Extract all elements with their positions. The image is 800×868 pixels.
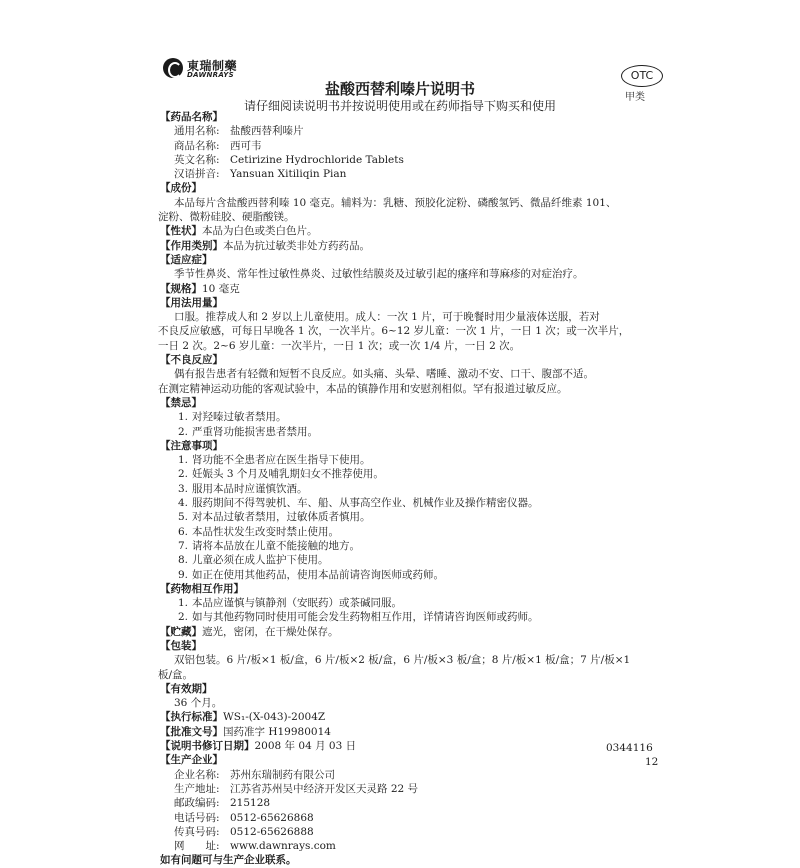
list-item: 7. 请将本品放在儿童不能接触的地方。 (177, 539, 360, 552)
otc-class-label: 甲类 (625, 92, 645, 103)
section-heading-usage: 【用法用量】 (160, 296, 223, 309)
section-heading-precautions: 【注意事项】 (160, 439, 223, 452)
section-heading-character: 【性状】 (160, 225, 202, 238)
section-heading-indications: 【适应症】 (160, 253, 213, 266)
category-row (158, 239, 668, 253)
section-heading-standard: 【执行标准】 (160, 711, 223, 724)
section-heading-manufacturer: 【生产企业】 (160, 754, 223, 767)
logo-english-name: DAWNRAYS (187, 71, 234, 79)
section-heading-storage: 【贮藏】 (160, 625, 202, 638)
approval-row (158, 725, 668, 739)
name-row: 商品名称: 西可韦 (174, 139, 262, 152)
adverse-text: 在测定精神运动功能的客观试验中，本品的镇静作用和安慰剂相似。罕有报道过敏反应。 (158, 382, 568, 395)
spec-text: 10 毫克 (202, 282, 240, 295)
manufacturer-row: 网 址: www.dawnrays.com (174, 840, 336, 853)
list-item: 8. 儿童必须在成人监护下使用。 (177, 554, 329, 567)
section-heading-spec: 【规格】 (160, 282, 202, 295)
section-heading-revision: 【说明书修订日期】 (160, 740, 255, 753)
validity-row (158, 682, 668, 696)
storage-row (158, 625, 668, 639)
usage-text: 口服。推荐成人和 2 岁以上儿童使用。成人：一次 1 片，可于晚餐时用少量液体送服，若对 (174, 311, 600, 324)
list-item: 5. 对本品过敏者禁用，过敏体质者慎用。 (177, 511, 371, 524)
section-heading-package: 【包装】 (160, 639, 202, 652)
validity-text: 36 个月。 (174, 697, 223, 710)
list-item: 1. 肾功能不全患者应在医生指导下使用。 (177, 454, 371, 467)
name-row: 英文名称: Cetirizine Hydrochloride Tablets (174, 153, 404, 166)
print-code: 0344116 (606, 742, 653, 754)
list-item: 1. 对羟嗪过敏者禁用。 (177, 411, 287, 424)
usage-text: 不良反应敏感，可每日早晚各 1 次，一次半片。6~12 岁儿童：一次 1 片，一日 1 次；或一次半片， (158, 325, 630, 338)
package-text: 双铝包装。6 片/板×1 板/盒，6 片/板×2 板/盒，6 片/板×3 板/盒；8 片/板×1 板/盒；7 片/板×1 (174, 654, 631, 667)
manufacturer-row: 电话号码: 0512-65626868 (174, 811, 314, 824)
list-item: 4. 服药期间不得驾驶机、车、船、从事高空作业、机械作业及操作精密仪器。 (177, 497, 539, 510)
page-number: 12 (645, 756, 659, 768)
revision-row (158, 739, 668, 753)
composition-text: 本品每片含盐酸西替利嗪 10 毫克。辅料为：乳糖、预胶化淀粉、磷酸氢钙、微晶纤维素 101、 (174, 196, 617, 209)
revision-text: 2008 年 04 月 03 日 (254, 740, 357, 753)
section-heading-composition: 【成份】 (160, 182, 202, 195)
character-text: 本品为白色或类白色片。 (202, 225, 318, 238)
section-heading-validity: 【有效期】 (160, 682, 213, 695)
section-heading-interactions: 【药物相互作用】 (160, 582, 244, 595)
indications-text: 季节性鼻炎、常年性过敏性鼻炎、过敏性结膜炎及过敏引起的瘙痒和荨麻疹的对症治疗。 (174, 268, 584, 281)
section-heading-approval: 【批准文号】 (160, 725, 223, 738)
list-item: 1. 本品应谨慎与镇静剂（安眠药）或茶碱同服。 (177, 597, 402, 610)
name-row: 汉语拼音: Yansuan Xitiliqin Pian (174, 168, 347, 181)
manufacturer-row: 生产地址: 江苏省苏州吴中经济开发区天灵路 22 号 (174, 782, 419, 795)
character-row (158, 224, 668, 238)
contact-note: 如有问题可与生产企业联系。 (160, 854, 297, 867)
adverse-text: 偶有报告患者有轻微和短暂不良反应。如头痛、头晕、嗜睡、激动不安、口干、腹部不适。 (174, 368, 594, 381)
list-item: 9. 如正在使用其他药品，使用本品前请咨询医师或药师。 (177, 568, 444, 581)
standard-row (158, 710, 668, 724)
logo-chinese-name: 東瑞制藥 (187, 59, 238, 73)
list-item: 2. 严重肾功能损害患者禁用。 (177, 425, 318, 438)
manufacturer-row: 传真号码: 0512-65626888 (174, 825, 314, 838)
package-text: 板/盒。 (158, 668, 194, 681)
storage-text: 遮光，密闭，在干燥处保存。 (202, 625, 339, 638)
list-item: 6. 本品性状发生改变时禁止使用。 (177, 525, 339, 538)
usage-text: 一日 2 次。2~6 岁儿童：一次半片，一日 1 次；或一次 1/4 片，一日 2 次。 (158, 339, 521, 352)
section-heading-contraindications: 【禁忌】 (160, 396, 202, 409)
section-heading-name: 【药品名称】 (160, 111, 223, 123)
document-subtitle: 请仔细阅读说明书并按说明使用或在药师指导下购买和使用 (243, 99, 556, 113)
list-item: 3. 服用本品时应谨慎饮酒。 (177, 482, 308, 495)
category-text: 本品为抗过敏类非处方药药品。 (223, 239, 370, 252)
dawnrays-logo-icon (163, 58, 183, 78)
name-row: 通用名称: 盐酸西替利嗪片 (174, 125, 304, 138)
manufacturer-row: 邮政编码: 215128 (174, 797, 271, 810)
list-item: 2. 如与其他药物同时使用可能会发生药物相互作用，详情请咨询医师或药师。 (177, 611, 539, 624)
spec-row (158, 282, 668, 296)
list-item: 2. 妊娠头 3 个月及哺乳期妇女不推荐使用。 (177, 468, 384, 481)
leaflet-content (158, 110, 668, 868)
approval-text: 国药准字 H19980014 (223, 725, 331, 738)
section-heading-adverse: 【不良反应】 (160, 354, 223, 367)
composition-text: 淀粉、微粉硅胶、硬脂酸镁。 (158, 211, 295, 224)
section-heading-category: 【作用类别】 (160, 239, 223, 252)
manufacturer-row: 企业名称: 苏州东瑞制药有限公司 (174, 768, 335, 781)
document-title: 盐酸西替利嗪片说明书 (324, 80, 475, 98)
standard-text: WS₁-(X-043)-2004Z (223, 711, 326, 724)
otc-badge: OTC (621, 65, 663, 87)
